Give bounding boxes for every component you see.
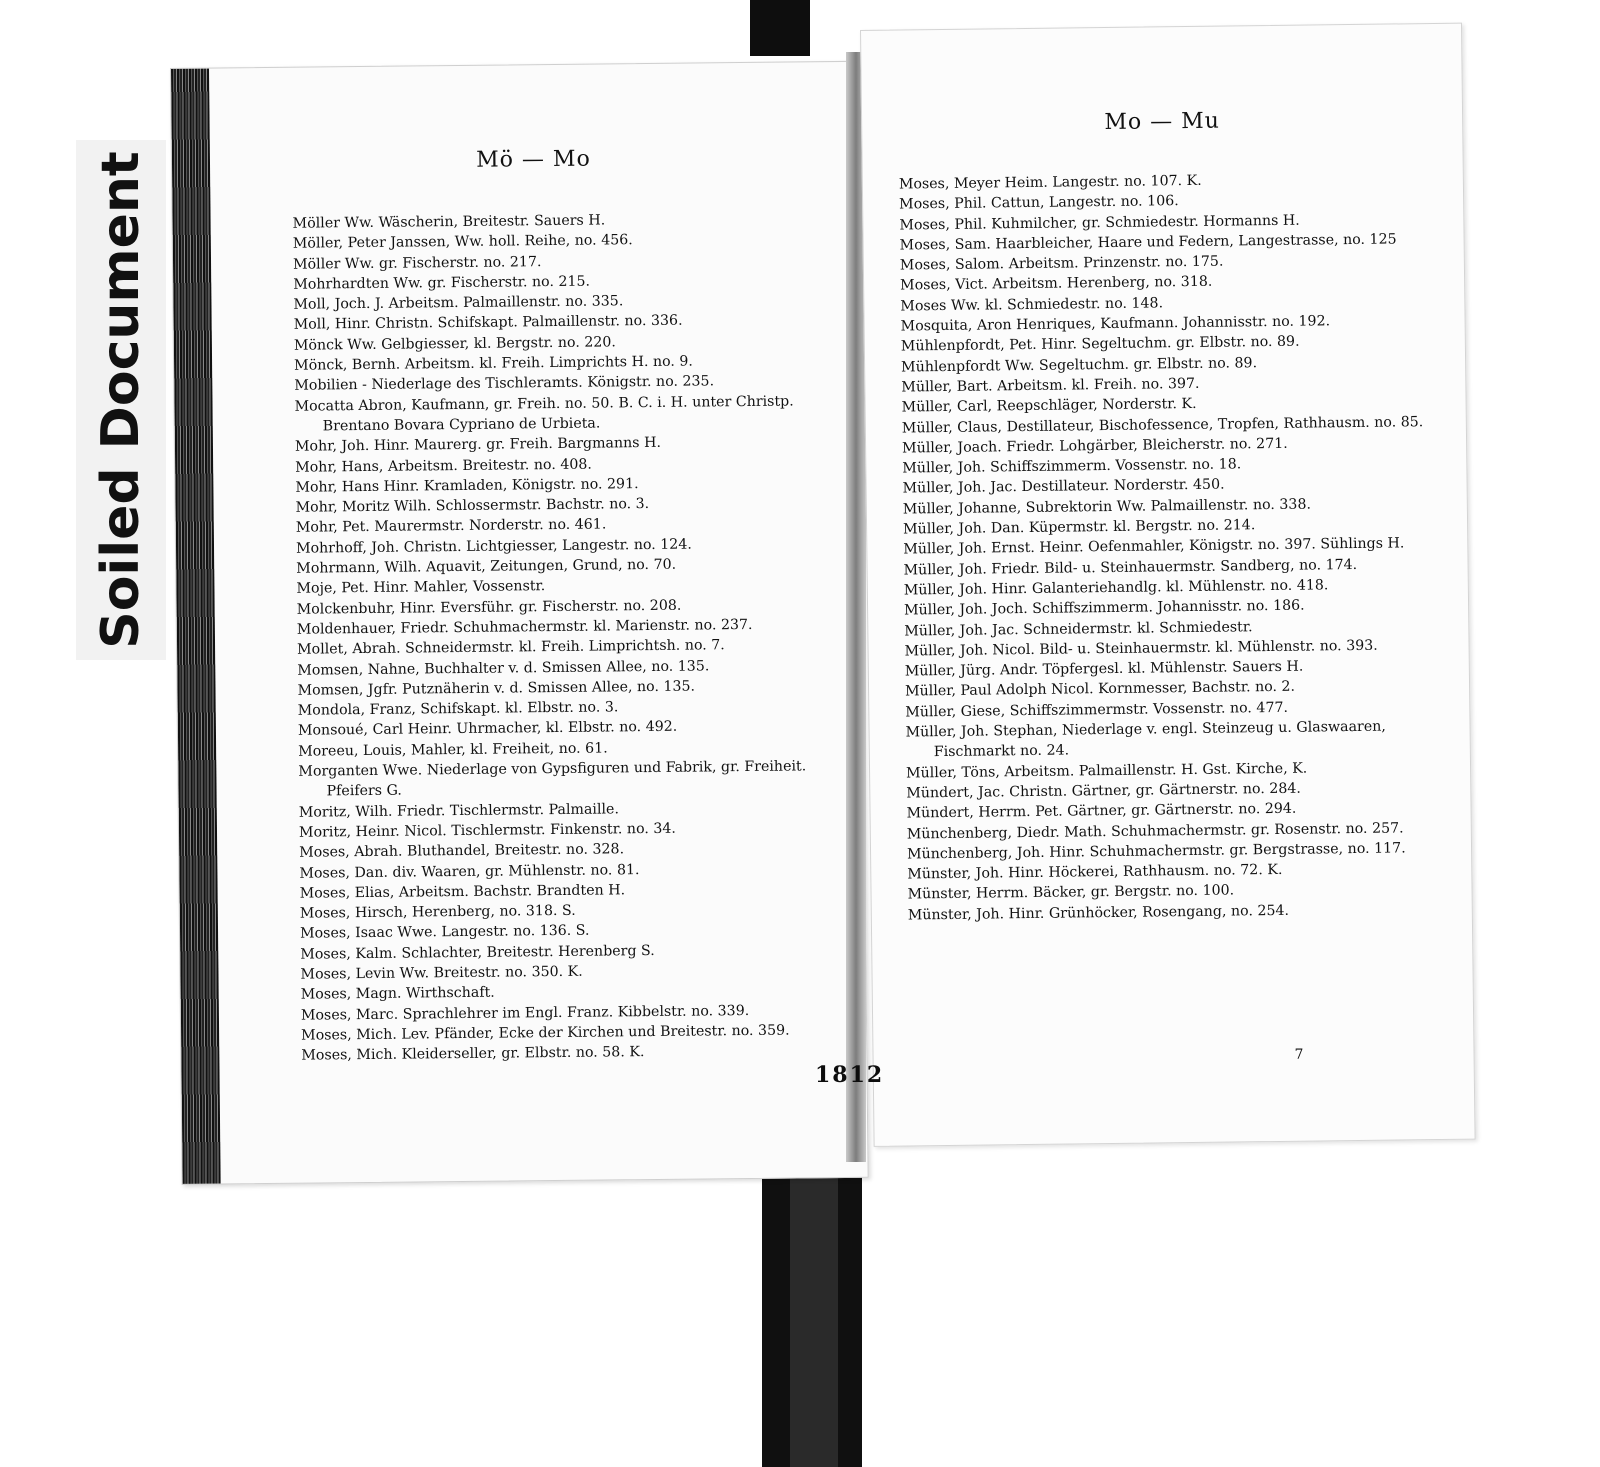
directory-entry: Moses, Salom. Arbeitsm. Prinzenstr. no. 175. <box>899 253 1224 274</box>
directory-entry: Moses, Isaac Wwe. Langestr. no. 136. S. <box>299 923 590 943</box>
left-entry-list <box>293 208 842 1066</box>
directory-entry: Mohr, Hans Hinr. Kramladen, Königstr. no. 291. <box>295 475 639 496</box>
directory-entry: Moses, Marc. Sprachlehrer im Engl. Franz. Kibbelstr. no. 339. <box>300 1002 750 1024</box>
directory-entry: Müller, Claus, Destillateur, Bischofessence, Tropfen, Rathhausm. no. 85. <box>901 413 1424 437</box>
directory-entry: Müller, Joh. Dan. Küpermstr. kl. Bergstr. no. 214. <box>903 517 1256 538</box>
directory-entry: Moses, Magn. Wirthschaft. <box>300 984 495 1003</box>
directory-entry: Mündert, Herrm. Pet. Gärtner, gr. Gärtnerstr. no. 294. <box>906 800 1297 822</box>
directory-entry: Möller Ww. Wäscherin, Breitestr. Sauers H. <box>292 212 606 232</box>
directory-entry: Müller, Carl, Reepschläger, Norderstr. K. <box>901 396 1197 416</box>
directory-entry: Münchenberg, Joh. Hinr. Schuhmachermstr. gr. Bergstrasse, no. 117. <box>906 840 1406 863</box>
directory-entry: Moreeu, Louis, Mahler, kl. Freiheit, no. 61. <box>298 740 608 760</box>
directory-entry: Moses, Dan. div. Waaren, gr. Mühlenstr. no. 81. <box>299 861 640 882</box>
directory-entry: Müller, Giese, Schiffszimmermstr. Vossenstr. no. 477. <box>905 699 1289 721</box>
left-page <box>170 61 869 1185</box>
directory-entry: Münchenberg, Diedr. Math. Schuhmachermstr. gr. Rosenstr. no. 257. <box>906 819 1404 842</box>
directory-entry: Mohr, Pet. Maurermstr. Norderstr. no. 461. <box>295 516 607 537</box>
directory-entry: Münster, Joh. Hinr. Höckerei, Rathhausm. no. 72. K. <box>907 861 1283 883</box>
directory-entry: Mündert, Jac. Christn. Gärtner, gr. Gärtnerstr. no. 284. <box>906 780 1301 802</box>
directory-entry: Müller, Joh. Ernst. Heinr. Oefenmahler, Königstr. no. 397. Sühlings H. <box>903 535 1405 558</box>
book-spine-shadow <box>790 1150 838 1467</box>
directory-entry: Mohrhoff, Joh. Christn. Lichtgiesser, Langestr. no. 124. <box>295 536 692 557</box>
directory-entry: Moses, Abrah. Bluthandel, Breitestr. no. 328. <box>299 841 625 861</box>
handwritten-year: 1812 <box>815 1062 885 1088</box>
directory-entry: Mocatta Abron, Kaufmann, gr. Freih. no. 50. B. C. i. H. unter Christp. Brentano Bovara Cypriano de Urbieta. <box>294 393 794 435</box>
directory-entry: Monsoué, Carl Heinr. Uhrmacher, kl. Elbstr. no. 492. <box>297 719 678 740</box>
directory-entry: Mühlenpfordt, Pet. Hinr. Segeltuchm. gr. Elbstr. no. 89. <box>900 334 1300 355</box>
directory-entry: Müller, Joh. Jac. Destillateur. Norderstr. 450. <box>902 477 1225 497</box>
directory-entry: Müller, Joh. Stephan, Niederlage v. engl. Steinzeug u. Glaswaaren, Fischmarkt no. 24. <box>905 718 1386 761</box>
directory-entry: Moll, Hinr. Christn. Schifskapt. Palmaillenstr. no. 336. <box>293 313 683 334</box>
right-page <box>860 23 1476 1147</box>
directory-entry: Moritz, Wilh. Friedr. Tischlermstr. Palmaille. <box>298 800 619 821</box>
directory-entry: Moses, Phil. Cattun, Langestr. no. 106. <box>899 193 1179 213</box>
directory-entry: Müller, Joh. Nicol. Bild- u. Steinhauermstr. kl. Mühlenstr. no. 393. <box>904 637 1378 660</box>
directory-entry: Moses, Sam. Haarbleicher, Haare und Federn, Langestrasse, no. 125 <box>899 231 1397 254</box>
directory-entry: Mollet, Abrah. Schneidermstr. kl. Freih. Limprichtsh. no. 7. <box>297 637 725 658</box>
directory-entry: Moses, Mich. Lev. Pfänder, Ecke der Kirchen und Breitestr. no. 359. <box>301 1022 790 1044</box>
directory-entry: Moritz, Heinr. Nicol. Tischlermstr. Finkenstr. no. 34. <box>298 820 676 841</box>
directory-entry: Mohrhardten Ww. gr. Fischerstr. no. 215. <box>293 273 591 293</box>
directory-entry: Mühlenpfordt Ww. Segeltuchm. gr. Elbstr. no. 89. <box>901 354 1258 376</box>
directory-entry: Moje, Pet. Hinr. Mahler, Vossenstr. <box>296 578 546 598</box>
directory-entry: Moses, Vict. Arbeitsm. Herenberg, no. 318. <box>900 274 1213 295</box>
directory-entry: Moldenhauer, Friedr. Schuhmachermstr. kl. Marienstr. no. 237. <box>296 616 753 638</box>
side-label-text: Soiled Document <box>91 151 151 649</box>
left-page-header: Mö — Mo <box>476 146 591 173</box>
directory-entry: Moses, Kalm. Schlachter, Breitestr. Herenberg S. <box>300 942 655 963</box>
directory-entry: Münster, Herrm. Bäcker, gr. Bergstr. no. 100. <box>907 882 1235 903</box>
page-edge <box>171 69 221 1184</box>
directory-entry: Mönck Ww. Gelbgiesser, kl. Bergstr. no. 220. <box>293 334 616 354</box>
directory-entry: Möller Ww. gr. Fischerstr. no. 217. <box>292 253 542 273</box>
directory-entry: Moses, Phil. Kuhmilcher, gr. Schmiedestr. Hormanns H. <box>899 212 1300 234</box>
directory-entry: Müller, Joach. Friedr. Lohgärber, Bleicherstr. no. 271. <box>902 435 1288 457</box>
directory-entry: Müller, Töns, Arbeitsm. Palmaillenstr. H. Gst. Kirche, K. <box>905 760 1308 782</box>
directory-entry: Molckenbuhr, Hinr. Eversführ. gr. Fischerstr. no. 208. <box>296 597 682 618</box>
directory-entry: Moses, Levin Ww. Breitestr. no. 350. K. <box>300 963 583 983</box>
directory-entry: Mobilien - Niederlage des Tischleramts. Königstr. no. 235. <box>294 373 715 395</box>
directory-entry: Müller, Jürg. Andr. Töpfergesl. kl. Mühlenstr. Sauers H. <box>904 658 1304 680</box>
directory-entry: Müller, Joh. Jac. Schneidermstr. kl. Schmiedestr. <box>904 618 1253 640</box>
directory-entry: Mohrmann, Wilh. Aquavit, Zeitungen, Grund, no. 70. <box>296 556 677 577</box>
directory-entry: Momsen, Jgfr. Putznäherin v. d. Smissen Allee, no. 135. <box>297 678 696 699</box>
directory-entry: Moses Ww. kl. Schmiedestr. no. 148. <box>900 295 1164 315</box>
directory-entry: Mohr, Hans, Arbeitsm. Breitestr. no. 408. <box>295 456 592 476</box>
directory-entry: Müller, Joh. Schiffszimmerm. Vossenstr. no. 18. <box>902 456 1242 477</box>
directory-entry: Mönck, Bernh. Arbeitsm. kl. Freih. Limprichts H. no. 9. <box>294 353 693 374</box>
directory-entry: Münster, Joh. Hinr. Grünhöcker, Rosengang, no. 254. <box>907 902 1290 924</box>
directory-entry: Müller, Paul Adolph Nicol. Kornmesser, Bachstr. no. 2. <box>904 679 1296 700</box>
directory-entry: Müller, Bart. Arbeitsm. kl. Freih. no. 397. <box>901 375 1200 396</box>
directory-entry: Müller, Joh. Hinr. Galanteriehandlg. kl. Mühlenstr. no. 418. <box>903 577 1329 599</box>
right-entry-list <box>899 168 1453 926</box>
directory-entry: Möller, Peter Janssen, Ww. holl. Reihe, no. 456. <box>292 232 633 253</box>
directory-entry: Mohr, Joh. Hinr. Maurerg. gr. Freih. Bargmanns H. <box>294 435 662 455</box>
directory-entry: Moses, Elias, Arbeitsm. Bachstr. Brandten H. <box>299 882 626 902</box>
directory-entry: Mosquita, Aron Henriques, Kaufmann. Johannisstr. no. 192. <box>900 313 1331 335</box>
directory-entry: Mondola, Franz, Schifskapt. kl. Elbstr. no. 3. <box>297 699 619 719</box>
directory-entry: Momsen, Nahne, Buchhalter v. d. Smissen Allee, no. 135. <box>297 657 710 679</box>
directory-entry: Müller, Joh. Friedr. Bild- u. Steinhauermstr. Sandberg, no. 174. <box>903 556 1358 579</box>
directory-entry: Müller, Joh. Joch. Schiffszimmerm. Johannisstr. no. 186. <box>904 597 1305 619</box>
right-page-header: Mo — Mu <box>1104 108 1221 136</box>
directory-entry: Moses, Hirsch, Herenberg, no. 318. S. <box>299 902 576 922</box>
directory-entry: Moll, Joch. J. Arbeitsm. Palmaillenstr. no. 335. <box>293 293 624 313</box>
directory-entry: Müller, Johanne, Subrektorin Ww. Palmaillenstr. no. 338. <box>902 496 1312 518</box>
directory-entry: Moses, Mich. Kleiderseller, gr. Elbstr. no. 58. K. <box>301 1044 645 1064</box>
soiled-document-label <box>76 140 166 660</box>
page-number: 7 <box>1294 1046 1304 1063</box>
open-book <box>170 30 1460 1180</box>
directory-entry: Mohr, Moritz Wilh. Schlossermstr. Bachstr. no. 3. <box>295 496 650 516</box>
directory-entry: Morganten Wwe. Niederlage von Gypsfiguren und Fabrik, gr. Freiheit. Pfeifers G. <box>298 758 807 800</box>
directory-entry: Moses, Meyer Heim. Langestr. no. 107. K. <box>898 172 1202 193</box>
